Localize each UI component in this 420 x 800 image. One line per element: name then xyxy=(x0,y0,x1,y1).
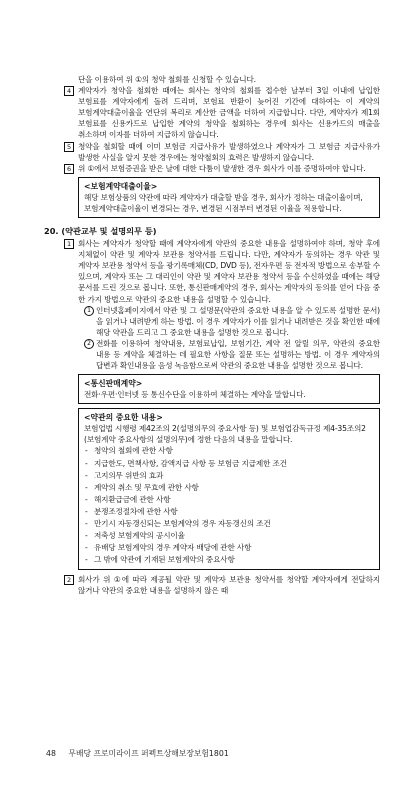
product-name: 무배당 프로미라이프 퍼펙트상해보장보험1801 xyxy=(68,749,229,758)
circled-number: 1 xyxy=(84,306,94,316)
definition-body: 보험업법 시행령 제42조의 2(설명의무의 중요사항 등) 및 보험업감독규정 제4-35조의2 (보험계약 중요사항의 설명의무)에 정한 다음의 내용을 말합니다. xyxy=(84,424,366,445)
clause-item-4 xyxy=(62,85,380,140)
list-item: - 청약의 철회에 관한 사항 xyxy=(84,445,374,457)
clause-text: 위 ①에서 보험증권을 받은 날에 대한 다툼이 발생한 경우 회사가 이를 증명하여야 합니다. xyxy=(78,163,366,173)
list-item: - 지급한도, 면책사항, 감액지급 사항 등 보험금 지급제한 조건 xyxy=(84,458,374,470)
article-item-2 xyxy=(62,574,380,596)
list-item: - 저축성 보험계약의 공시이율 xyxy=(84,530,374,542)
clause-text: 청약을 철회할 때에 이미 보험금 지급사유가 발생하였으나 계약자가 그 보험금 지급사유가 발생한 사실을 알지 못한 경우에는 청약철회의 효력은 발생하지 않습니다. xyxy=(78,141,380,162)
definition-body: 전화·우편·인터넷 등 통신수단을 이용하여 체결하는 계약을 말합니다. xyxy=(84,390,306,400)
definition-title: <약관의 중요한 내용> xyxy=(84,413,163,423)
circled-number: 2 xyxy=(84,339,94,349)
document-page xyxy=(44,74,380,597)
clause-number-box: 5 xyxy=(64,142,74,152)
clause-text: 계약자가 청약을 철회한 때에는 회사는 청약의 철회를 접수한 날부터 3일 이내에 납입한 보험료를 계약자에게 돌려 드리며, 보험료 반환이 늦어진 기간에 대하여는 이 계약의 보험계약대출이율을 연단위 복리로 계산한 금액을 더하여 지급합니다. 다만, 계약자가 제1회 보험료를 신용카드로 납입한 계약의 청약을 철회하는 경우에 회사는 신용카드의 매출을 취소하며 이자를 더하여 지급하지 않습니다. xyxy=(78,86,380,140)
sub-item-text: 전화를 이용하여 청약내용, 보험료납입, 보험기간, 계약 전 알릴 의무, 약관의 중요한 내용 등 계약을 체결하는 데 필요한 사항을 질문 또는 설명하는 방법. 이 경우 계약자의 답변과 확인내용을 음성 녹음함으로써 약관의 중요한 내용을 설명한 것으로 봅니다. xyxy=(96,338,380,371)
sub-item-text: 인터넷홈페이지에서 약관 및 그 설명문(약관의 중요한 내용을 알 수 있도록 설명한 문서)을 읽거나 내려받게 하는 방법. 이 경우 계약자가 이를 읽거나 내려받은 것을 확인한 때에 해당 약관을 드리고 그 중요한 내용을 설명한 것으로 봅니다. xyxy=(96,305,380,337)
sub-item-1 xyxy=(84,305,380,338)
page-footer xyxy=(46,748,239,759)
definition-title: <보험계약대출이율> xyxy=(84,181,158,191)
definition-box-key-terms xyxy=(78,408,380,570)
paragraph-continuation: 단을 이용하여 위 ①의 청약 철회를 신청할 수 있습니다. xyxy=(78,75,256,84)
list-item: - 유배당 보험계약의 경우 계약자 배당에 관한 사항 xyxy=(84,542,374,554)
sub-item-2 xyxy=(84,338,380,371)
article-item-1 xyxy=(62,238,380,305)
list-item: - 만기시 자동갱신되는 보험계약의 경우 자동갱신의 조건 xyxy=(84,518,374,530)
clause-item-6 xyxy=(62,163,380,174)
clause-item-5 xyxy=(62,141,380,163)
list-item: - 그 밖에 약관에 기재된 보험계약의 중요사항 xyxy=(84,554,374,566)
list-item: - 해지환급금에 관한 사항 xyxy=(84,494,374,506)
clause-text: 회사가 위 ①에 따라 제공될 약관 및 계약자 보관용 청약서를 청약할 계약자에게 전달하지 않거나 약관의 중요한 내용을 설명하지 않은 때 xyxy=(78,575,380,596)
clause-text: 회사는 계약자가 청약할 때에 계약자에게 약관의 중요한 내용을 설명하여야 하며, 청약 후에 지체없이 약관 및 계약자 보관용 청약서를 드립니다. 다만, 계약자가 동의하는 경우 약관 및 계약자 보관용 청약서 등을 광기록매체(CD, DVD 등), 전자우편 등 전자적 방법으로 송부할 수 있으며, 계약자 또는 그 대리인이 약관 및 계약자 보관용 청약서 등을 수신하였을 때에는 해당 문서를 드린 것으로 봅니다. 또한, 통신판매계약의 경우, 회사는 계약자의 동의를 얻어 다음 중 한 가지 방법으로 약관의 중요한 내용을 설명할 수 있습니다. xyxy=(78,239,380,304)
clause-number-box: 6 xyxy=(64,164,74,174)
list-item: - 분쟁조정절차에 관한 사항 xyxy=(84,506,374,518)
page-number: 48 xyxy=(46,749,56,758)
clause-number-box: 1 xyxy=(64,239,74,249)
definition-body: 해당 보험상품의 약관에 따라 계약자가 대출할 받을 경우, 회사가 정하는 대출이율이며, 보험계약대출이율이 변경되는 경우, 변경된 시점부터 변경된 이율을 적용합니다. xyxy=(84,192,363,213)
section-heading: 20. (약관교부 및 설명의무 등) xyxy=(44,226,157,237)
key-terms-list xyxy=(84,445,374,566)
list-item: - 고지의무 위반의 효과 xyxy=(84,470,374,482)
list-item: - 계약의 취소 및 무효에 관한 사항 xyxy=(84,482,374,494)
clause-number-box: 4 xyxy=(64,86,74,96)
definition-box-mail-order xyxy=(78,374,380,404)
definition-title: <통신판매계약> xyxy=(84,379,143,389)
clause-number-box: 2 xyxy=(64,575,74,585)
definition-box-loan-rate xyxy=(78,177,380,218)
